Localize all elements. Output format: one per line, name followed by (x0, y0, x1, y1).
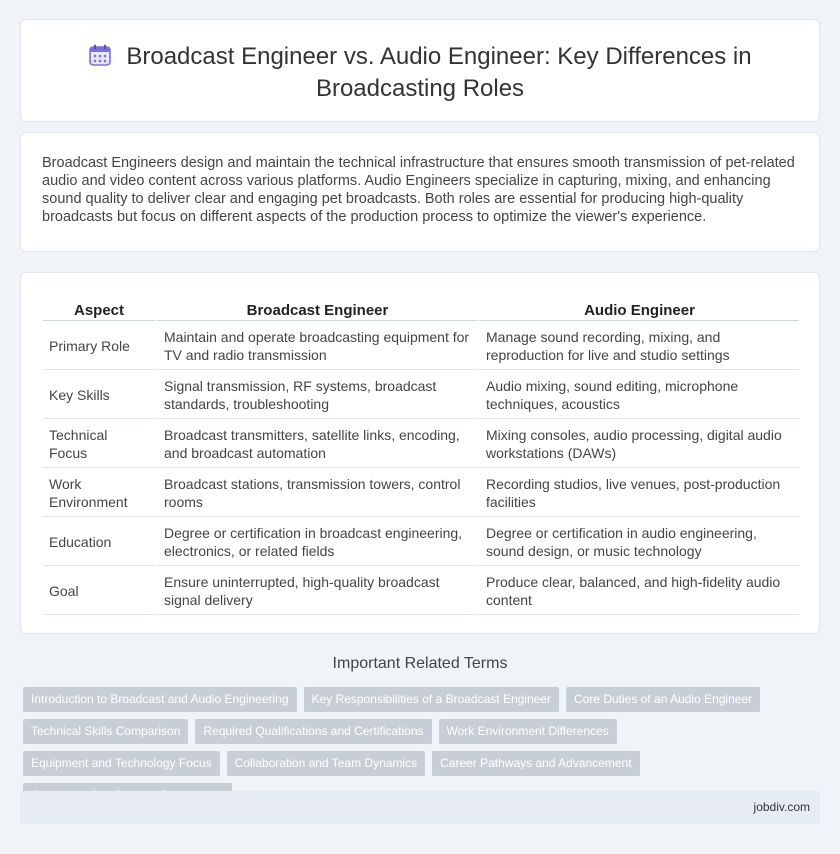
aspect-cell: Key Skills (43, 370, 155, 419)
page-title-text: Broadcast Engineer vs. Audio Engineer: Key Differences in Broadcasting Roles (126, 43, 752, 102)
audio-cell: Mixing consoles, audio processing, digital audio workstations (DAWs) (477, 419, 799, 468)
audio-cell: Recording studios, live venues, post-production facilities (477, 468, 799, 517)
related-term-tag[interactable]: Core Duties of an Audio Engineer (566, 687, 760, 712)
header-broadcast-engineer: Broadcast Engineer (155, 297, 477, 321)
calendar-icon (88, 43, 112, 74)
aspect-cell: Primary Role (43, 321, 155, 370)
audio-cell: Manage sound recording, mixing, and reproduction for live and studio settings (477, 321, 799, 370)
table-row (43, 321, 799, 370)
page-title (61, 42, 779, 103)
aspect-cell: Education (43, 517, 155, 566)
comparison-table (43, 297, 799, 615)
aspect-cell: Technical Focus (43, 419, 155, 468)
related-term-tag[interactable]: Introduction to Broadcast and Audio Engineering (23, 687, 297, 712)
related-term-tag[interactable]: Equipment and Technology Focus (23, 751, 220, 776)
table-row (43, 517, 799, 566)
table-row (43, 419, 799, 468)
audio-cell: Produce clear, balanced, and high-fidelity audio content (477, 566, 799, 615)
related-term-tag[interactable]: Key Responsibilities of a Broadcast Engineer (304, 687, 559, 712)
related-term-tag[interactable]: Collaboration and Team Dynamics (227, 751, 426, 776)
related-term-tag[interactable]: Work Environment Differences (439, 719, 617, 744)
title-card (20, 19, 820, 122)
table-header-row (43, 297, 799, 321)
table-row (43, 566, 799, 615)
related-term-tag[interactable]: Technical Skills Comparison (23, 719, 188, 744)
broadcast-cell: Ensure uninterrupted, high-quality broadcast signal delivery (155, 566, 477, 615)
related-term-tag[interactable]: Career Pathways and Advancement (432, 751, 639, 776)
broadcast-cell: Signal transmission, RF systems, broadcast standards, troubleshooting (155, 370, 477, 419)
table-row (43, 468, 799, 517)
header-audio-engineer: Audio Engineer (477, 297, 799, 321)
aspect-cell: Goal (43, 566, 155, 615)
related-term-tag[interactable]: Required Qualifications and Certifications (195, 719, 431, 744)
broadcast-cell: Broadcast transmitters, satellite links, encoding, and broadcast automation (155, 419, 477, 468)
broadcast-cell: Maintain and operate broadcasting equipment for TV and radio transmission (155, 321, 477, 370)
footer-site-link[interactable]: jobdiv.com (753, 800, 810, 814)
broadcast-cell: Degree or certification in broadcast engineering, electronics, or related fields (155, 517, 477, 566)
header-aspect: Aspect (43, 297, 155, 321)
footer (20, 791, 820, 824)
intro-card (20, 132, 820, 252)
related-terms-title: Important Related Terms (332, 655, 508, 672)
comparison-table-card (20, 272, 820, 634)
intro-paragraph: Broadcast Engineers design and maintain the technical infrastructure that ensures smooth transmission of pet-related audio and video content across various platforms. Audio Engineers specialize in capturing, mixing, and enhancing sound quality to deliver clear and engaging pet broadcasts. Both roles are essential for producing high-quality broadcasts but focus on different aspects of the production process to optimize the viewer's experience. (42, 155, 795, 225)
audio-cell: Audio mixing, sound editing, microphone techniques, acoustics (477, 370, 799, 419)
audio-cell: Degree or certification in audio engineering, sound design, or music technology (477, 517, 799, 566)
broadcast-cell: Broadcast stations, transmission towers, control rooms (155, 468, 477, 517)
aspect-cell: Work Environment (43, 468, 155, 517)
table-row (43, 370, 799, 419)
